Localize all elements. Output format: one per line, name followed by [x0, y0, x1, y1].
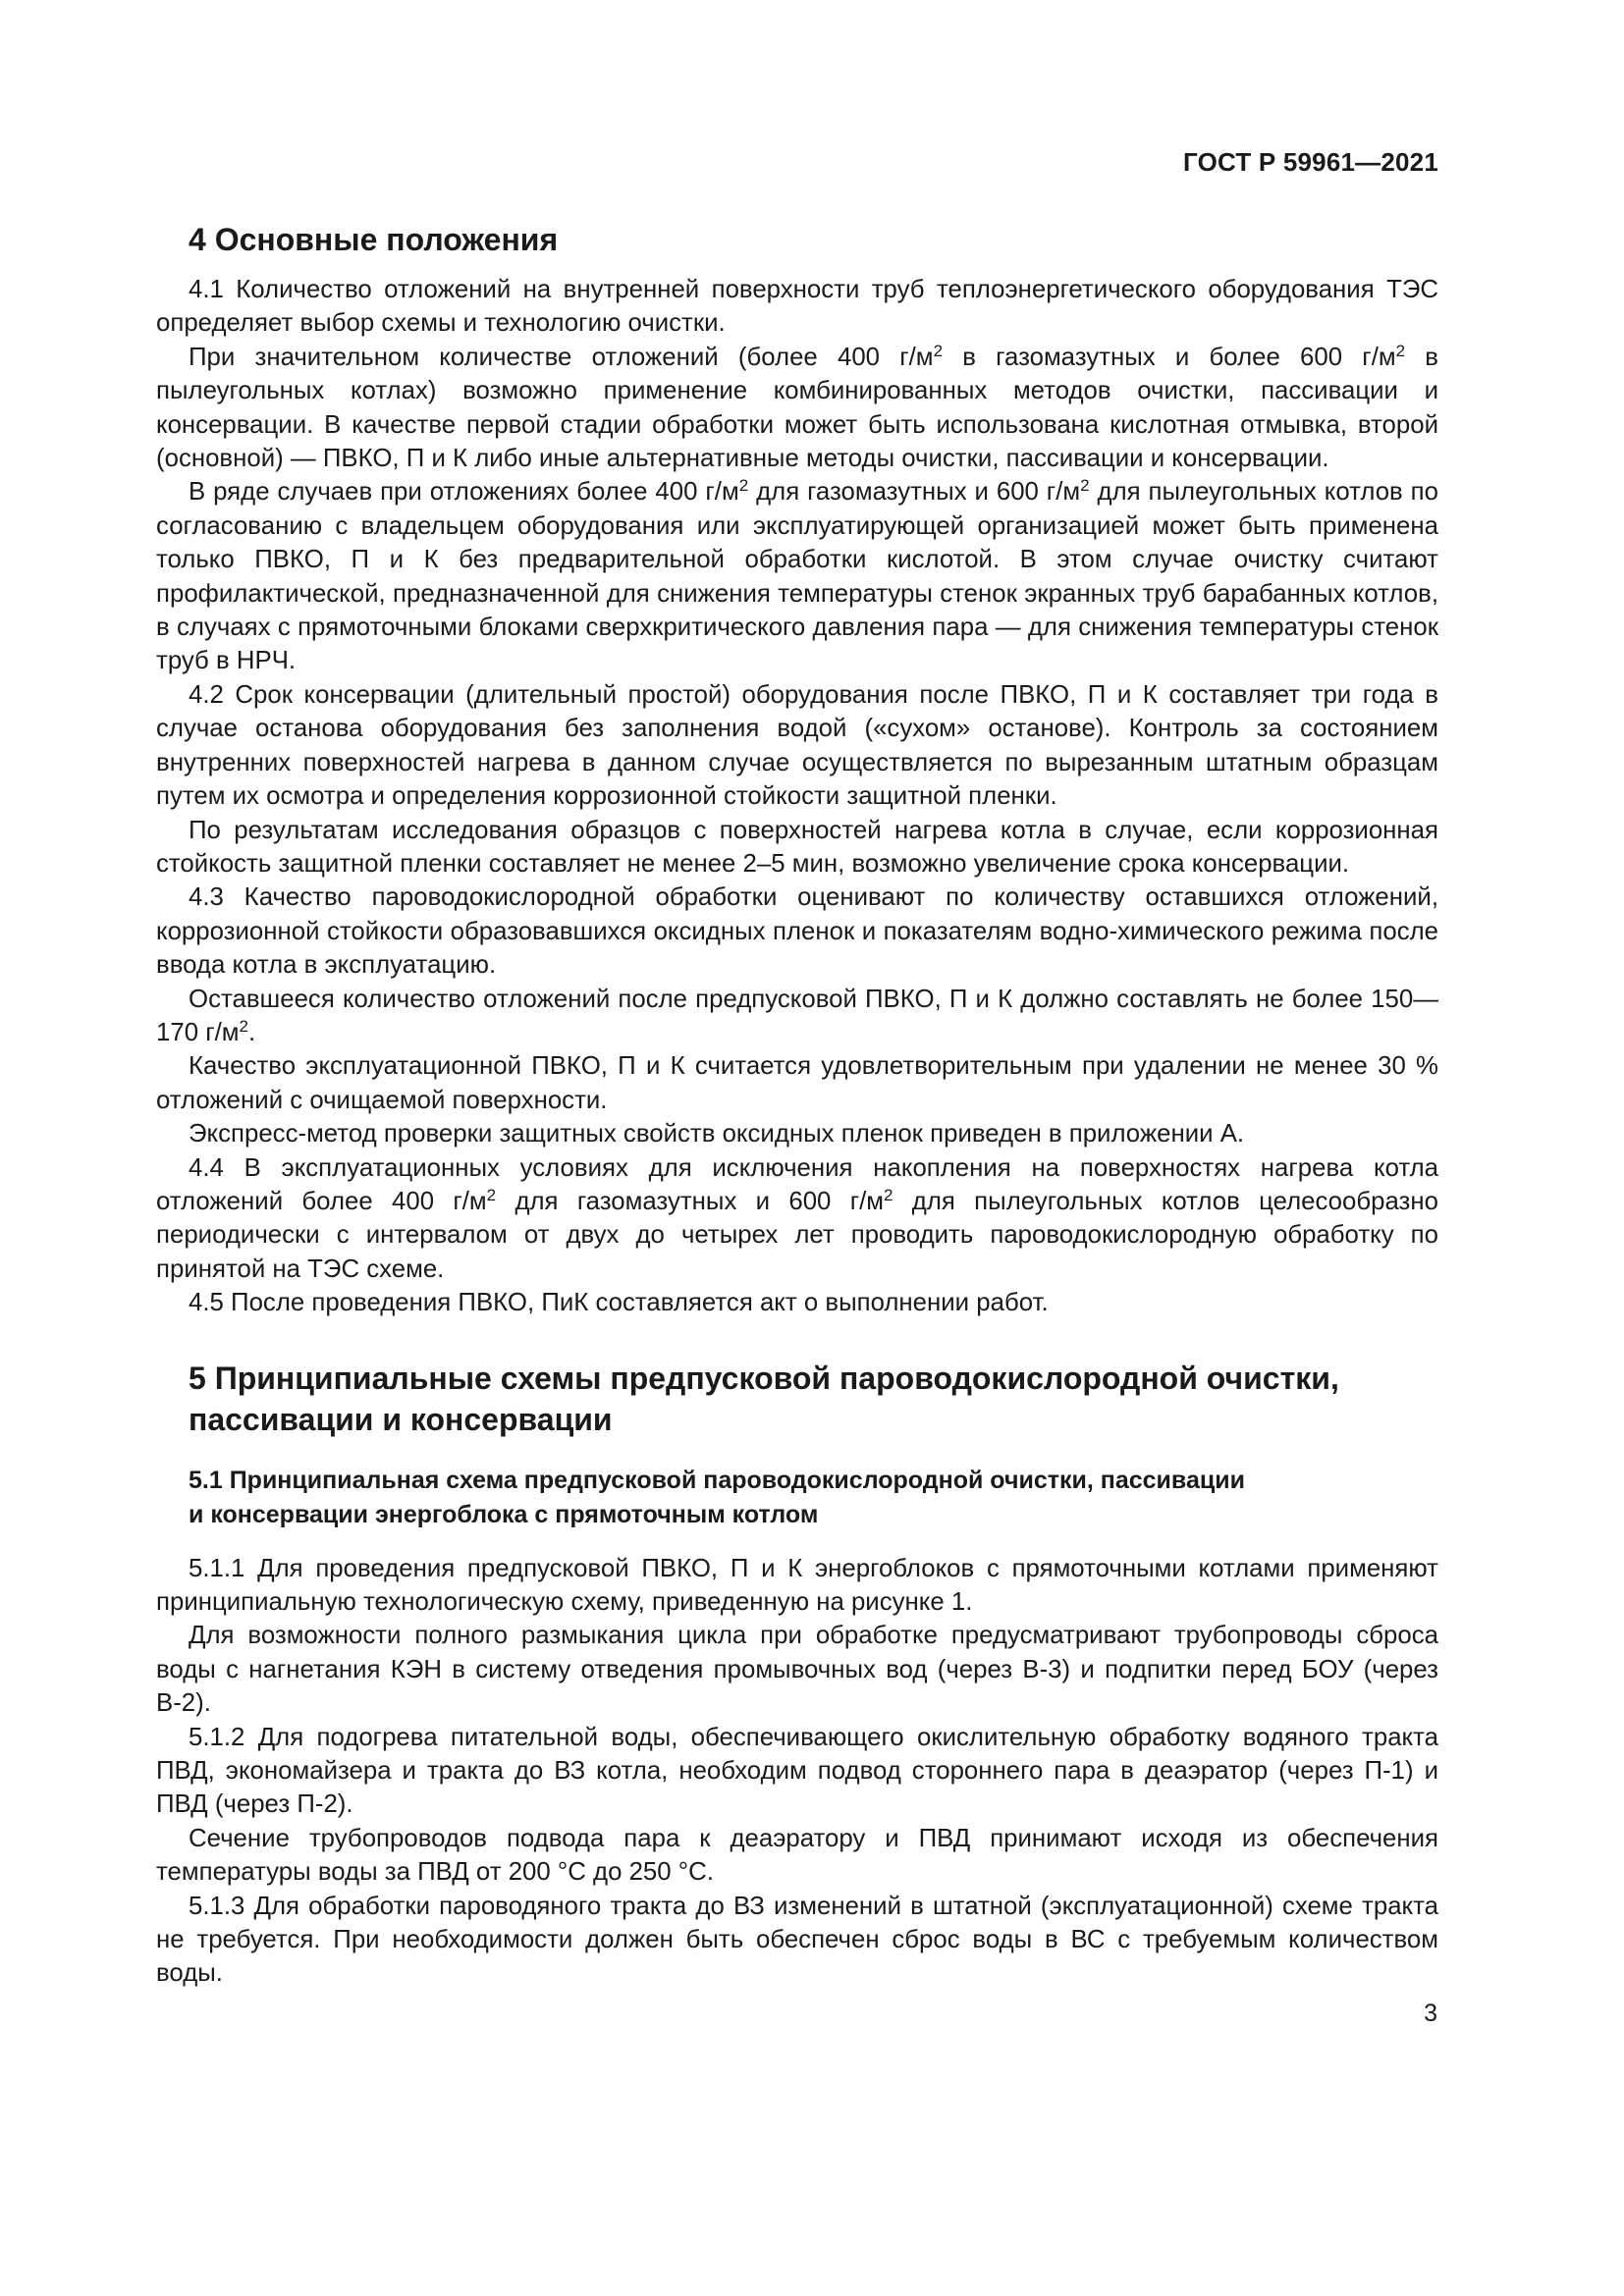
- section-4-heading: 4 Основные положения: [189, 222, 559, 257]
- paragraph: Качество эксплуатационной ПВКО, П и К считается удовлетворительным при удалении не менее 30 % отложений с очищаемой поверхности.: [156, 1052, 1438, 1114]
- subsection-5-1-heading: 5.1 Принципиальная схема предпусковой пароводокислородной очистки, пассивации и консервации энергоблока с прямоточным котлом: [189, 1466, 1245, 1528]
- paragraph: 4.2 Срок консервации (длительный простой) оборудования после ПВКО, П и К составляет три года в случае останова оборудования без заполнения водой («сухом» останове). Контроль за состоянием внутренних поверхностей нагрева в данном случае осуществляется по вырезанным штатным образцам путем их осмотра и определения коррозионной стойкости защитной пленки.: [156, 680, 1438, 811]
- paragraph: 5.1.2 Для подогрева питательной воды, обеспечивающего окислительную обработку водяного тракта ПВД, экономайзера и тракта до ВЗ котла, необходим подвод стороннего пара в деаэратор (через П-1) и ПВД (через П-2).: [156, 1723, 1438, 1819]
- paragraph: 5.1.1 Для проведения предпусковой ПВКО, П и К энергоблоков с прямоточными котлами применяют принципиальную технологическую схему, приведенную на рисунке 1.: [156, 1554, 1438, 1616]
- paragraph: Экспресс-метод проверки защитных свойств оксидных пленок приведен в приложении А.: [189, 1120, 1245, 1148]
- paragraph: Для возможности полного размыкания цикла при обработке предусматривают трубопроводы сброса воды с нагнетания КЭН в систему отведения промывочных вод (через В-3) и подпитки перед БОУ (через В-2).: [156, 1622, 1438, 1718]
- page-number: 3: [1424, 2000, 1437, 2027]
- paragraph: В ряде случаев при отложениях более 400 $г/м^2$ для газомазутных и 600 $г/м^2$ для пылеугольных котлов по согласованию с владельцем оборудования или эксплуатирующей организацией может быть применена только ПВКО, П и К без предварительной обработки кислотой. В этом случае очистку считают профилактической, предназначенной для снижения температуры стенок экранных труб барабанных котлов, в случаях с прямоточными блоками сверхкритического давления пара — для снижения температуры стенок труб в НРЧ.: [156, 476, 1438, 675]
- paragraph: Оставшееся количество отложений после предпусковой ПВКО, П и К должно составлять не более 150—170 $г/м^2$.: [156, 985, 1438, 1046]
- section-5-heading: 5 Принципиальные схемы предпусковой пароводокислородной очистки, пассивации и консервации: [189, 1360, 1339, 1437]
- document-code: ГОСТ Р 59961—2021: [1183, 147, 1438, 177]
- paragraph: Сечение трубопроводов подвода пара к деаэратору и ПВД принимают исходя из обеспечения температуры воды за ПВД от 200 °С до 250 °С.: [156, 1824, 1438, 1887]
- paragraph: 4.4 В эксплуатационных условиях для исключения накопления на поверхностях нагрева котла отложений более 400 $г/м^2$ для газомазутных и 600 $г/м^2$ для пылеугольных котлов целесообразно периодически с интервалом от двух до четырех лет проводить пароводокислородную обработку по принятой на ТЭС схеме.: [156, 1153, 1438, 1283]
- page-content: [156, 218, 1438, 1991]
- paragraph: 4.1 Количество отложений на внутренней поверхности труб теплоэнергетического оборудования ТЭС определяет выбор схемы и технологию очистки.: [156, 276, 1438, 338]
- paragraph: 5.1.3 Для обработки пароводяного тракта до ВЗ изменений в штатной (эксплуатационной) схеме тракта не требуется. При необходимости должен быть обеспечен сброс воды в ВС с требуемым количеством воды.: [156, 1892, 1438, 1988]
- paragraph: 4.5 После проведения ПВКО, ПиК составляется акт о выполнении работ.: [189, 1289, 1049, 1317]
- paragraph: При значительном количестве отложений (более 400 $г/м^2$ в газомазутных и более 600 $г/м^2$ в пылеугольных котлах) возможно применение комбинированных методов очистки, пассивации и консервации. В качестве первой стадии обработки может быть использована кислотная отмывка, второй (основной) — ПВКО, П и К либо иные альтернативные методы очистки, пассивации и консервации.: [156, 341, 1438, 473]
- paragraph: 4.3 Качество пароводокислородной обработки оценивают по количеству оставшихся отложений, коррозионной стойкости образовавшихся оксидных пленок и показателям водно-химического режима после ввода котла в эксплуатацию.: [156, 883, 1438, 980]
- paragraph: По результатам исследования образцов с поверхностей нагрева котла в случае, если коррозионная стойкость защитной пленки составляет не менее 2–5 мин, возможно увеличение срока консервации.: [156, 816, 1438, 878]
